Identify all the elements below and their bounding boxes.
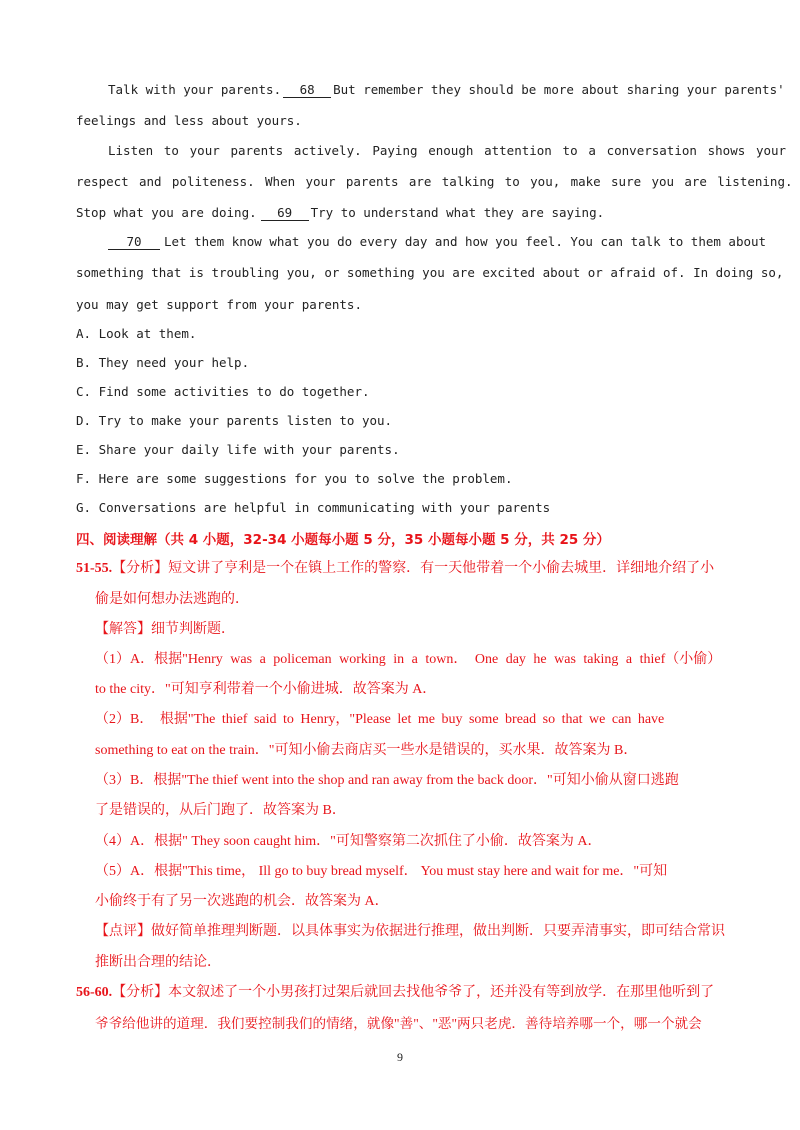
blank-69: 69 xyxy=(261,206,309,221)
answer-4-line: （4）A．根据" They soon caught him．"可知警察第二次抓住了小偷．故答案为 A． xyxy=(95,834,602,849)
analysis-tag: 【分析】 xyxy=(112,985,169,1000)
answer-2-line: （2）B． 根据"The thief said to Henry，"Please let me buy some bread so that we can have xyxy=(95,712,665,727)
analysis-text: 短文讲了亨利是一个在镇上工作的警察．有一天他带着一个小偷去城里．详细地介绍了小 xyxy=(168,561,715,576)
section-heading: 四、阅读理解（共 4 小题，32-34 小题每小题 5 分，35 小题每小题 5 分，共 25 分） xyxy=(76,532,610,548)
passage-text: Talk with your parents. xyxy=(108,82,282,97)
page-number: 9 xyxy=(397,1050,403,1064)
passage-line xyxy=(108,82,785,98)
passage-line: something that is troubling you, or something you are excited about or afraid of. In doing so, xyxy=(76,265,784,280)
option-g: G. Conversations are helpful in communicating with your parents xyxy=(76,500,551,515)
option-b: B. They need your help. xyxy=(76,355,250,370)
question-number: 51-55. xyxy=(76,561,113,576)
answer-3-line: （3）B．根据"The thief went into the shop and ran away from the back door．"可知小偷从窗口逃跑 xyxy=(95,773,679,788)
passage-text: Try to understand what they are saying. xyxy=(310,205,605,220)
option-e: E. Share your daily life with your parents. xyxy=(76,442,400,457)
answer-comment xyxy=(95,920,725,940)
comment-text: 做好简单推理判断题．以具体事实为依据进行推理，做出判断．只要弄清事实，即可结合常识 xyxy=(151,924,725,939)
comment-text: 推断出合理的结论． xyxy=(95,955,221,970)
answer-2-line: something to eat on the train．"可知小偷去商店买一些水是错误的，买水果．故答案为 B． xyxy=(95,743,638,758)
analysis-text: 本文叙述了一个小男孩打过架后就回去找他爷爷了，还并没有等到放学．在那里他听到了 xyxy=(168,985,715,1000)
passage-line: feelings and less about yours. xyxy=(76,113,302,128)
answer-5-line: （5）A．根据"This time， Ill go to buy bread myself． You must stay here and wait for me．"可知 xyxy=(95,864,668,879)
comment-tag: 【点评】 xyxy=(95,924,151,939)
passage-line: respect and politeness. When your parents are talking to you, make sure you are listening. xyxy=(76,174,793,189)
option-d: D. Try to make your parents listen to you. xyxy=(76,413,393,428)
answer-5-line: 小偷终于有了另一次逃跑的机会．故答案为 A． xyxy=(95,894,389,909)
passage-line: Listen to your parents actively. Paying enough attention to a conversation shows your xyxy=(108,143,787,158)
question-number: 56-60. xyxy=(76,985,113,1000)
answer-1-line: （1）A．根据"Henry was a policeman working in a town． One day he was taking a thief（小偷） xyxy=(95,652,722,667)
passage-text: Let them know what you do every day and how you feel. You can talk to them about xyxy=(164,234,767,249)
answer-56-60-analysis xyxy=(76,981,714,1001)
analysis-tag: 【分析】 xyxy=(112,561,169,576)
analysis-text: 偷是如何想办法逃跑的． xyxy=(95,592,249,607)
solution-tag: 【解答】 xyxy=(95,622,151,637)
passage-text: Stop what you are doing. xyxy=(76,205,257,220)
analysis-text: 爷爷给他讲的道理．我们要控制我们的情绪，就像"善"、"恶"两只老虎．善待培养哪一个，哪一个就会 xyxy=(95,1016,702,1031)
blank-70: 70 xyxy=(108,235,160,250)
answer-1-line: to the city．"可知亨利带着一个小偷进城．故答案为 A． xyxy=(95,682,437,697)
option-c: C. Find some activities to do together. xyxy=(76,384,370,399)
answer-3-line: 了是错误的，从后门跑了．故答案为 B． xyxy=(95,803,346,818)
passage-line: you may get support from your parents. xyxy=(76,297,362,312)
option-f: F. Here are some suggestions for you to solve the problem. xyxy=(76,471,513,486)
answer-solution xyxy=(95,618,235,638)
answer-51-55-analysis xyxy=(76,557,714,577)
solution-text: 细节判断题． xyxy=(151,622,235,637)
passage-text: But remember they should be more about sharing your parents' xyxy=(333,82,785,97)
blank-68: 68 xyxy=(283,83,331,98)
passage-line xyxy=(108,234,766,250)
passage-line xyxy=(76,205,604,221)
option-a: A. Look at them. xyxy=(76,326,197,341)
